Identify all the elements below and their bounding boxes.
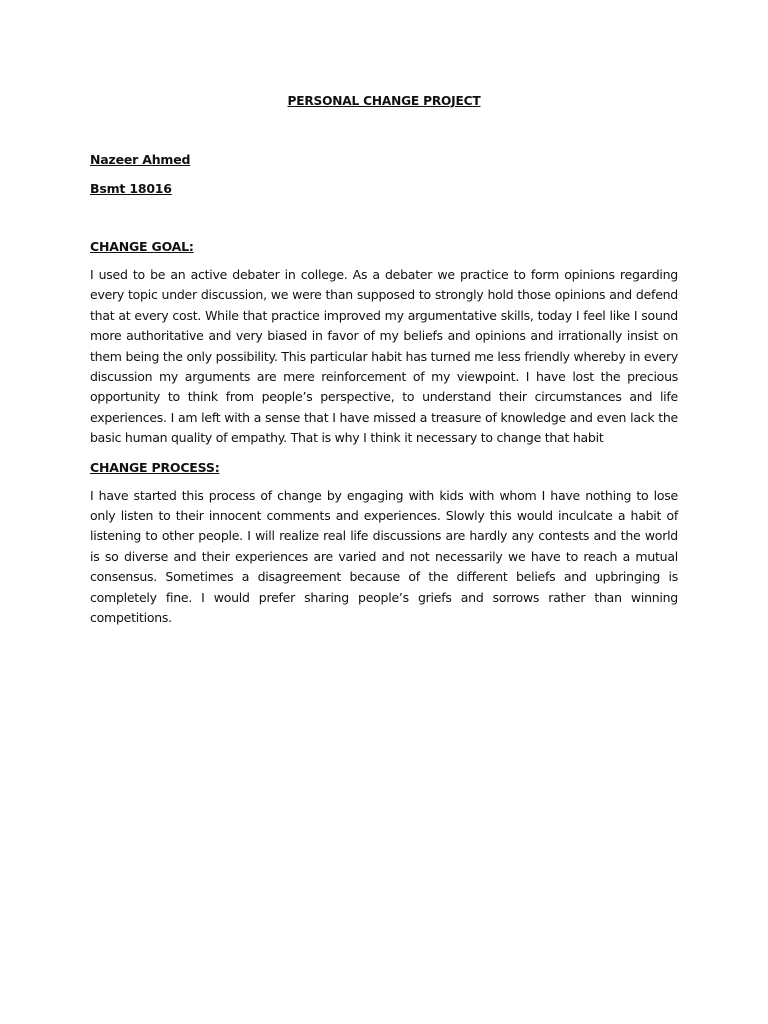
section-heading: CHANGE PROCESS: — [90, 459, 220, 475]
section-change-goal — [90, 239, 678, 449]
section-heading: CHANGE GOAL: — [90, 239, 194, 254]
author-id: Bsmt 18016 — [90, 181, 172, 196]
section-change-process — [90, 460, 678, 629]
document-title: PERSONAL CHANGE PROJECT — [287, 94, 481, 108]
document-body — [90, 93, 678, 629]
author-name: Nazeer Ahmed — [90, 152, 191, 167]
section-paragraph: I have started this process of change by engaging with kids with whom I have nothing to lose only listen to their innocent comments and experiences. Slowly this would inculcate a habit of listening to other people. I will realize real life discussions are hardly any contests and the world is so diverse and their experiences are varied and not necessarily we have to reach a mutual consensus. Sometimes a disagreement because of the different beliefs and upbringing is completely fine. I would prefer sharing people’s griefs and sorrows rather than winning competitions. — [90, 487, 678, 626]
section-paragraph: I used to be an active debater in college. As a debater we practice to form opinions regarding every topic under discussion, we were than supposed to strongly hold those opinions and defend that at every cost. While that practice improved my argumentative skills, today I feel like I sound more authoritative and very biased in favor of my beliefs and opinions and irrationally insist on them being the only possibility. This particular habit has turned me less friendly whereby in every discussion my arguments are mere reinforcement of my viewpoint. I have lost the precious opportunity to think from people’s perspective, to understand their circumstances and life experiences. I am left with a sense that I have missed a treasure of knowledge and even lack the basic human quality of empathy. That is why I think it necessary to change that habit — [90, 267, 678, 446]
